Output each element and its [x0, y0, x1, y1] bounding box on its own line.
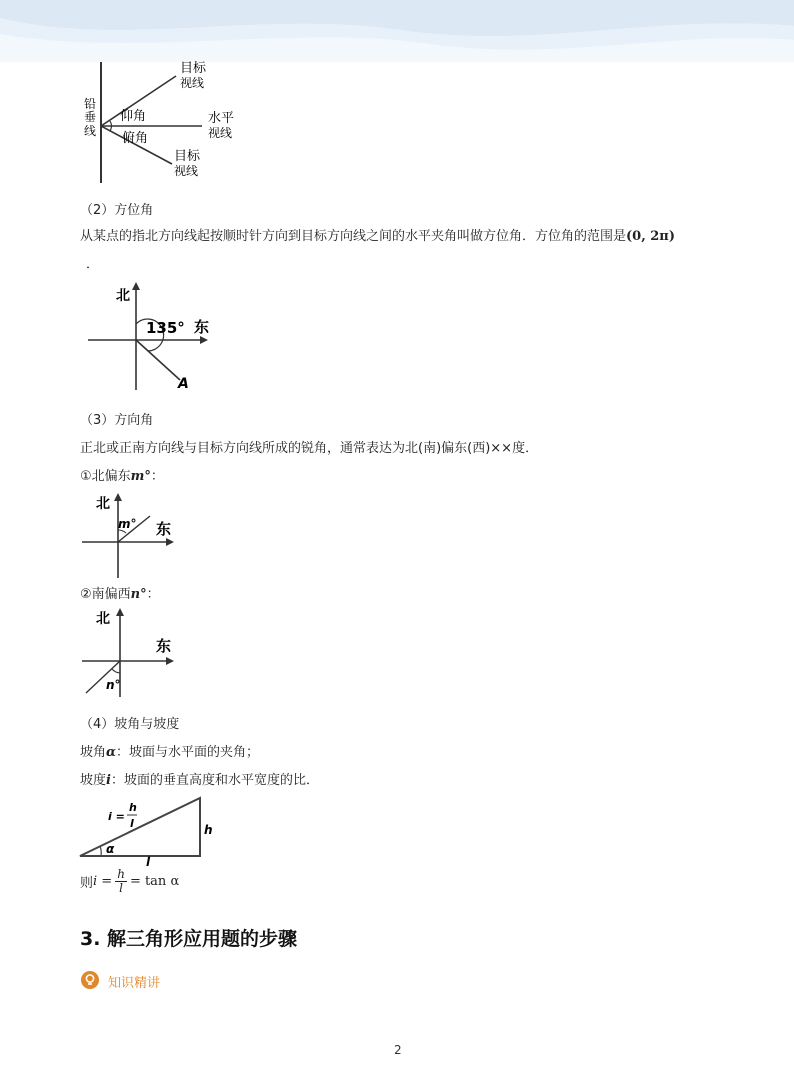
north-label: 北 — [116, 288, 130, 304]
grade-prefix: 坡度 — [80, 773, 107, 788]
section-2-text — [80, 228, 675, 246]
formula-numerator: h — [117, 866, 125, 881]
point-a-label: A — [178, 376, 189, 392]
section-3-text: 正北或正南方向线与目标方向线所成的锐角，通常表达为北(南)偏东(西)××度． — [80, 441, 539, 456]
north-label: 北 — [96, 611, 110, 627]
south-west-item — [80, 586, 160, 604]
angle-n-label: n° — [106, 678, 121, 692]
grade-i-label: i = — [108, 810, 125, 823]
slope-triangle-figure — [78, 792, 218, 868]
height-label: h — [204, 823, 213, 837]
width-label: l — [146, 855, 151, 868]
knowledge-tag: 知识精讲 — [108, 976, 161, 991]
plumb-line-label: 铅 — [84, 97, 97, 111]
east-label: 东 — [156, 637, 172, 655]
plumb-line-label-2: 垂 — [84, 110, 97, 124]
elevation-depression-figure — [80, 60, 250, 185]
grade-formula — [80, 866, 179, 896]
fraction-l: l — [130, 817, 134, 830]
elevation-angle-label: 仰角 — [120, 109, 147, 124]
formula-lhs: i = — [93, 873, 113, 889]
east-label: 东 — [156, 520, 172, 538]
slope-angle-definition — [80, 744, 259, 762]
south-west-figure — [80, 605, 180, 701]
formula-prefix: 则 — [80, 875, 94, 891]
section-3-label: （3）方向角 — [80, 413, 154, 428]
lightbulb-icon — [80, 970, 100, 990]
east-label: 东 — [194, 318, 210, 336]
item-2-prefix: ②南偏西 — [80, 587, 131, 602]
target-line-label-lower-2: 视线 — [174, 164, 199, 178]
fraction-h: h — [129, 801, 137, 814]
header-banner — [0, 0, 794, 62]
plumb-line-label-3: 线 — [84, 124, 97, 138]
north-east-figure — [80, 490, 180, 582]
alpha-label: α — [106, 842, 115, 856]
depression-angle-label: 俯角 — [122, 131, 149, 146]
angle-135-label: 135° — [146, 319, 185, 337]
azimuth-range: (0, 2π) — [626, 229, 675, 244]
north-label: 北 — [96, 496, 110, 512]
section-4-label: （4）坡角与坡度 — [80, 717, 180, 732]
slope-angle-prefix: 坡角 — [80, 745, 107, 760]
grade-definition — [80, 772, 319, 790]
grade-var: i — [106, 773, 111, 788]
item-2-suffix: ： — [146, 587, 160, 602]
page-number: 2 — [394, 1043, 402, 1057]
slope-angle-var: α — [106, 745, 117, 760]
target-line-label: 目标 — [180, 61, 207, 76]
angle-m-label: m° — [118, 517, 137, 531]
target-line-label-lower: 目标 — [174, 149, 201, 164]
north-east-item — [80, 468, 164, 486]
horizontal-line-label-2: 视线 — [208, 126, 233, 140]
section-2-label: （2）方位角 — [80, 203, 154, 218]
section-heading: 3. 解三角形应用题的步骤 — [80, 928, 298, 950]
item-2-var: n° — [130, 587, 147, 602]
item-1-var: m° — [130, 469, 151, 484]
formula-denominator: l — [119, 880, 123, 895]
formula-fraction — [115, 868, 127, 895]
azimuth-figure — [86, 280, 216, 395]
slope-angle-text: ：坡面与水平面的夹角； — [116, 745, 260, 760]
target-line-label-2: 视线 — [180, 76, 205, 90]
horizontal-line-label: 水平 — [208, 111, 235, 126]
section-2-trail: ． — [86, 257, 100, 272]
item-1-suffix: ： — [150, 469, 164, 484]
formula-rhs: = tan α — [129, 873, 180, 889]
azimuth-definition: 从某点的指北方向线起按顺时针方向到目标方向线之间的水平夹角叫做方位角．方位角的范围是 — [80, 229, 627, 244]
item-1-prefix: ①北偏东 — [80, 469, 131, 484]
grade-text: ：坡面的垂直高度和水平宽度的比． — [110, 773, 319, 788]
